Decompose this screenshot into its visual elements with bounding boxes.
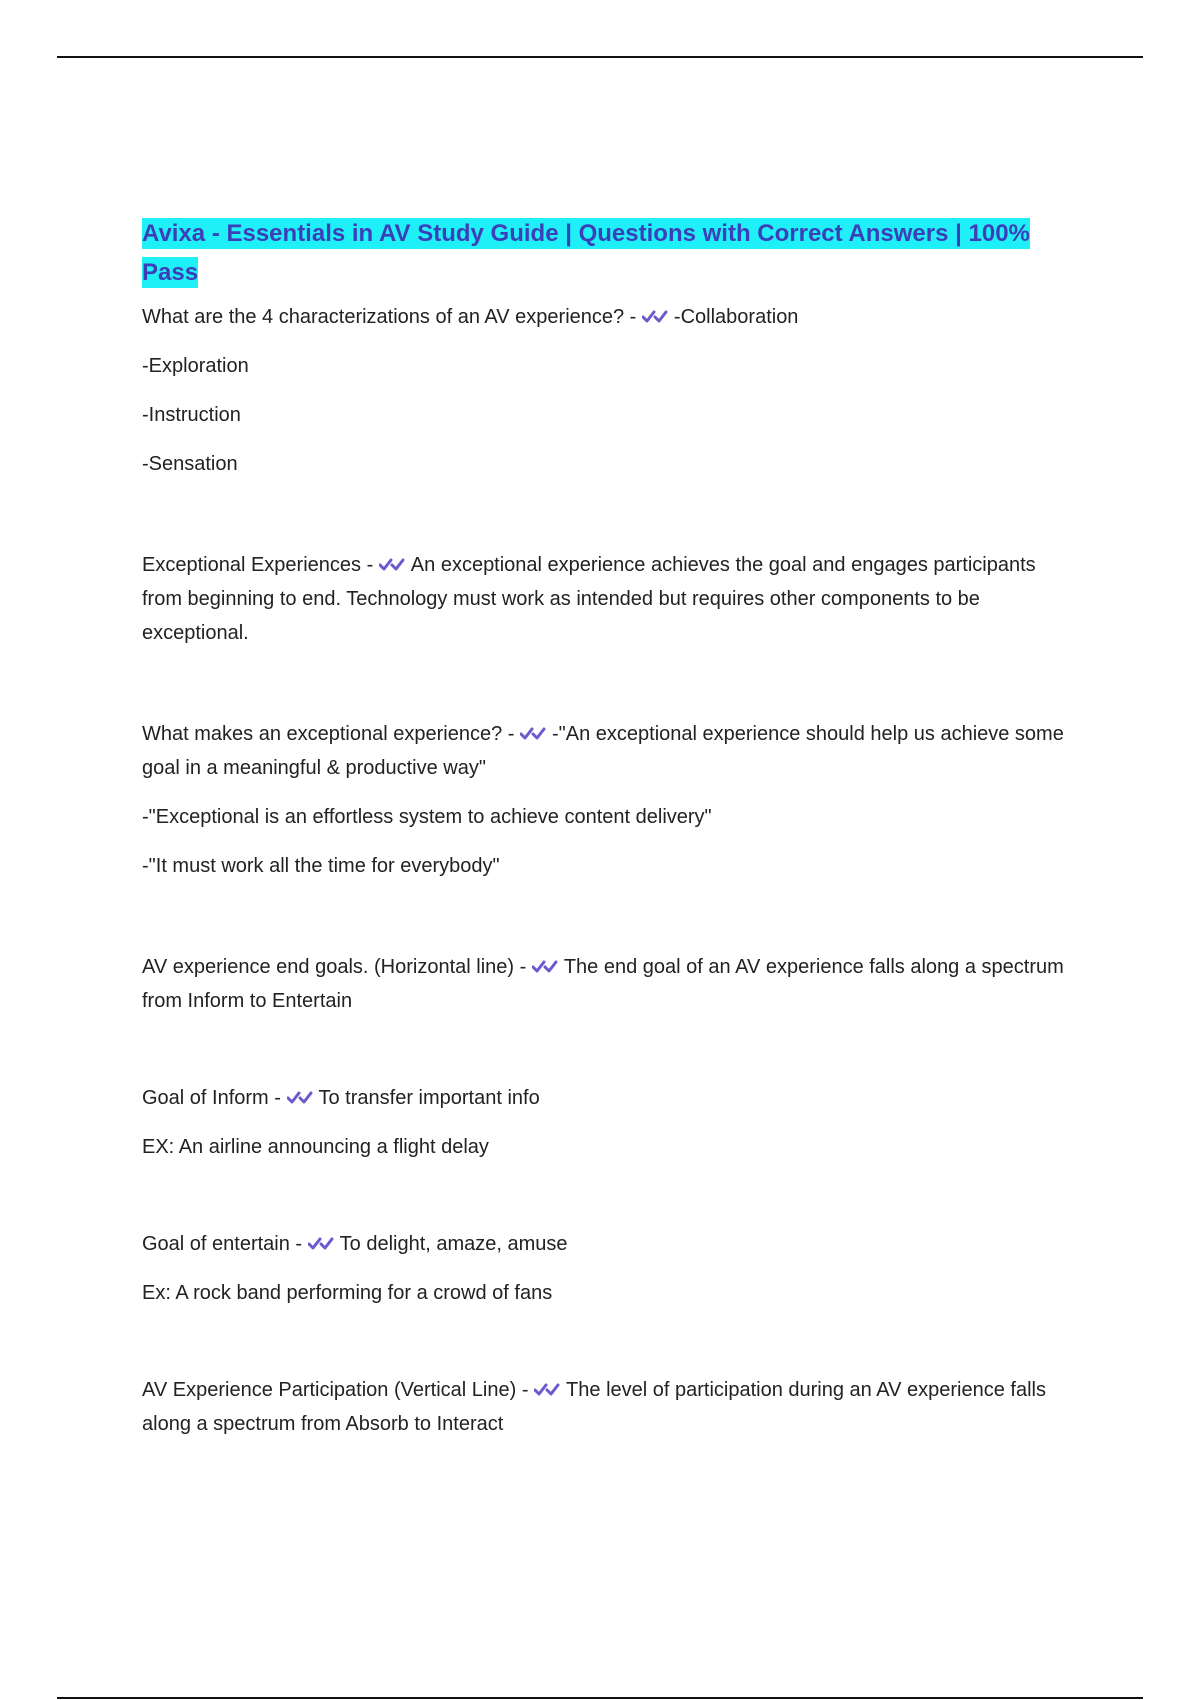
answer-text: -"An exceptional experience should help us achieve some goal in a meaningful & productive way": [142, 723, 1064, 779]
spacer: [142, 1179, 1072, 1227]
qa-line: [142, 1081, 1072, 1115]
qa-entry: [142, 1227, 1072, 1310]
qa-entry: [142, 717, 1072, 883]
qa-entry: [142, 1373, 1072, 1441]
footer-rule: [57, 1697, 1143, 1699]
qa-line: [142, 717, 1072, 785]
spacer: [142, 1033, 1072, 1081]
answer-extra-line: -"It must work all the time for everybody": [142, 855, 500, 877]
question-text: Goal of entertain -: [142, 1233, 303, 1255]
answer-extra-line: -Exploration: [142, 355, 249, 377]
qa-entry: [142, 1081, 1072, 1164]
double-check-icon: [642, 306, 668, 326]
double-check-icon: [532, 956, 558, 976]
qa-line: [142, 1227, 1072, 1261]
spacer: [142, 665, 1072, 717]
double-check-icon: [287, 1087, 313, 1107]
document-title: Avixa - Essentials in AV Study Guide | Questions with Correct Answers | 100% Pass: [142, 220, 1030, 286]
answer-text: An exceptional experience achieves the goal and engages participants from beginning to end. Technology must work as intended but requires other components to be exceptional.: [142, 554, 1036, 644]
document-body: [142, 214, 1072, 1456]
qa-entry: [142, 300, 1072, 481]
qa-entry: [142, 548, 1072, 650]
answer-text: The level of participation during an AV experience falls along a spectrum from Absorb to Interact: [142, 1379, 1046, 1435]
question-text: Exceptional Experiences -: [142, 554, 374, 576]
answer-text: To delight, amaze, amuse: [339, 1233, 568, 1255]
double-check-icon: [520, 723, 546, 743]
qa-line: [142, 548, 1072, 650]
question-text: AV experience end goals. (Horizontal line) -: [142, 956, 527, 978]
double-check-icon: [534, 1379, 560, 1399]
question-text: Goal of Inform -: [142, 1087, 281, 1109]
spacer: [142, 898, 1072, 950]
answer-text: To transfer important info: [318, 1087, 540, 1109]
answer-extra-line: -Instruction: [142, 404, 241, 426]
spacer: [142, 496, 1072, 548]
answer-text: The end goal of an AV experience falls along a spectrum from Inform to Entertain: [142, 956, 1064, 1012]
header-rule: [57, 56, 1143, 58]
answer-extra-line: -"Exceptional is an effortless system to achieve content delivery": [142, 806, 712, 828]
qa-entry: [142, 950, 1072, 1018]
qa-line: [142, 950, 1072, 1018]
question-text: What are the 4 characterizations of an AV experience? -: [142, 306, 637, 328]
answer-extra-line: EX: An airline announcing a flight delay: [142, 1136, 489, 1158]
qa-line: [142, 300, 1072, 334]
double-check-icon: [379, 554, 405, 574]
question-text: AV Experience Participation (Vertical Line) -: [142, 1379, 529, 1401]
spacer: [142, 1325, 1072, 1373]
answer-extra-line: Ex: A rock band performing for a crowd of fans: [142, 1282, 553, 1304]
answer-text: -Collaboration: [673, 306, 799, 328]
answer-extra-line: -Sensation: [142, 453, 238, 475]
qa-line: [142, 1373, 1072, 1441]
question-text: What makes an exceptional experience? -: [142, 723, 515, 745]
double-check-icon: [308, 1233, 334, 1253]
